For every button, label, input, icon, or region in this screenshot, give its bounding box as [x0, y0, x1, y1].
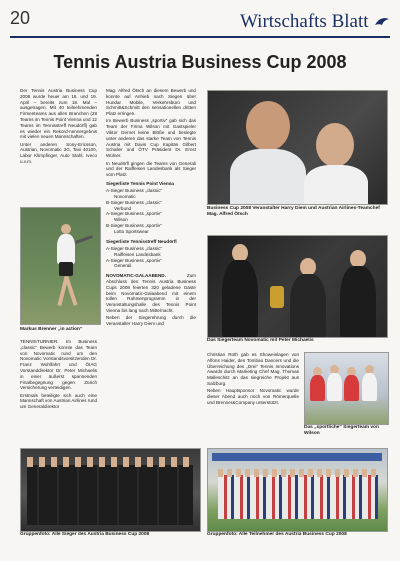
intro-paragraph: Der Tennis Austria Business Cup 2008 wurde heuer am 18. und 19. April – bereits zum 18. Mal – ausgetragen. Mit 40 teilnehmenden Firmenteams aus allen Branchen (28 Teams im Tennis Point Vienna und 12 Teams im Tennisstreff Neudörfl) gab es wieder ein Rekord-nennergebnis mit vielen neuen Mannschaften.	[20, 88, 97, 140]
winners-neudoerfl-title: Siegerliste Tennisstreff Neudörfl	[106, 238, 177, 244]
column-1-top	[20, 88, 97, 166]
paragraph: Im Bewerb Business „sportiv“ gab sich das Team der Firma Wilson mit Gastspieler Viktor Gernet keine Blöße und besiegte unter anderen das starke Team von Tennis Austria mit Davis Cup Kapitän Gilbert Schaller und ÖTV Präsident Dr. Ernst Wolner.	[106, 118, 196, 159]
caption-group-participants: Gruppenfoto: Alle Teilnehmer des Austria Business Cup 2008	[207, 532, 347, 537]
masthead-title: Wirtschafts Blatt	[240, 11, 369, 32]
photo-player-in-action	[20, 207, 101, 325]
winner-category: A-Sieger Business „sportiv“	[106, 211, 162, 217]
photo-group-participants	[207, 448, 388, 532]
paragraph: Neben Hauptsponsor Novomatic wurde dieser Abend auch noch von Römerquelle und Brenner&Company unterstützt.	[207, 388, 299, 405]
caption-player: Markus Brenner „in action“	[20, 327, 83, 332]
tennisturnier-paragraph: TENNISTURNIER. Im Business „classic“ Bewerb konnte das Team von Novomatic rund um den Novomatic Vorstandsvorsitzenden Dr. Franz Wohlfahrt und ÖIAG Vorstanddirektor Dr. Peter Michaelis in einer äußerst spannenden Finalbegegnung gegen Zürich Versicherung verteidigen.	[20, 339, 97, 391]
winner-category: B-Sieger Business „classic“	[106, 199, 162, 205]
photo-wilson-team	[304, 352, 389, 425]
paragraph: Mag. Alfred Ötsch an diesem Bewerb und konnte auf Anhieb nach Siegen über Hundar Mobile, Verkehrsbüro und Schmitt&Schmitt den sensationellen dritten Platz erringen.	[106, 88, 196, 117]
caption-group-winners: Gruppenfoto: Alle Sieger des Austria Business Cup 2008	[20, 532, 150, 537]
gala-text: Zum Abschluss des Tennis Austria Business Cups 2008 feierten 320 geladene Gäste beim Novomatic-Galaabend mit einem tollen Rahmenprogramm in der Veranstaltungshalle des Tennis Point Vienna bis lang nach Mitternacht.	[106, 273, 196, 313]
photo-novomatic-team	[207, 235, 388, 338]
paragraph: Erstmals beteiligte sich auch eine Mannschaft von Austrian Airlines rund um Generaldirektor	[20, 392, 97, 410]
winner-team: Verbund	[114, 205, 132, 211]
winner-team: Raiffeisen Landesbank	[114, 251, 161, 257]
winners-vienna-list	[106, 188, 196, 234]
paragraph: In Neudörfl gingen die Teams von Generali und der Raiffeisen Landesbank als Sieger vom Platz.	[106, 160, 196, 178]
paragraph: Christian Roth gab es Showeinlagen von Alfons Haider, den Tombao Dancers und die Überreichung des „Drei“ Tennis Innovations Awards durch Marketing Chef Mag. Thomas Malleschitz an das siegreiche Projekt aus Salzburg.	[207, 352, 299, 386]
winner-category: A-Sieger Business „classic“	[106, 245, 162, 251]
winner-team: Wilson	[114, 217, 128, 223]
page-number: 20	[10, 8, 31, 28]
article-title: Tennis Austria Business Cup 2008	[53, 52, 347, 72]
column-1-bottom	[20, 339, 97, 412]
winners-vienna-title: Siegerliste Tennis Point Vienna	[106, 180, 174, 186]
paragraph: Unter anderen Sony-Ericsson, Austrian, Novomatic 3G, Taxi 40100, Labor Klimpfinger, Auto Stahl, Iveco u.v.m.	[20, 141, 97, 165]
caption-organizers: Business Cup 2008 Veranstalter Harry Diem und Austrian Airlines-Teamchef Mag. Alfred Ötsch	[207, 206, 380, 217]
winner-team: Lotto Sportswear	[114, 228, 149, 234]
header-rule	[10, 36, 390, 38]
paragraph: Neben der Siegerehrung durch die Veranstalter Harry Diem und	[106, 315, 196, 326]
photo-organizers	[207, 90, 388, 205]
bird-logo-icon	[374, 16, 390, 30]
winner-team: Novomatic	[114, 194, 136, 200]
column-3	[207, 352, 299, 407]
gala-title: NOVOMATIC-GALAABEND.	[106, 273, 166, 279]
winner-category: A-Sieger Business „sportiv“	[106, 257, 162, 263]
gala-paragraph	[106, 273, 196, 314]
masthead	[240, 11, 391, 33]
winners-neudoerfl-list	[106, 246, 196, 269]
caption-wilson: Das „sportliche“ Siegerteam von Wilson	[304, 425, 379, 436]
winner-category: B-Sieger Business „sportiv“	[106, 223, 162, 229]
photo-group-winners	[20, 448, 201, 532]
winner-team: Generali	[114, 263, 132, 269]
column-2	[106, 88, 196, 328]
winner-category: A-Sieger Business „classic“	[106, 188, 162, 194]
caption-novomatic: Das Siegerteam Novomatic mit Peter Michaelis	[207, 338, 314, 343]
